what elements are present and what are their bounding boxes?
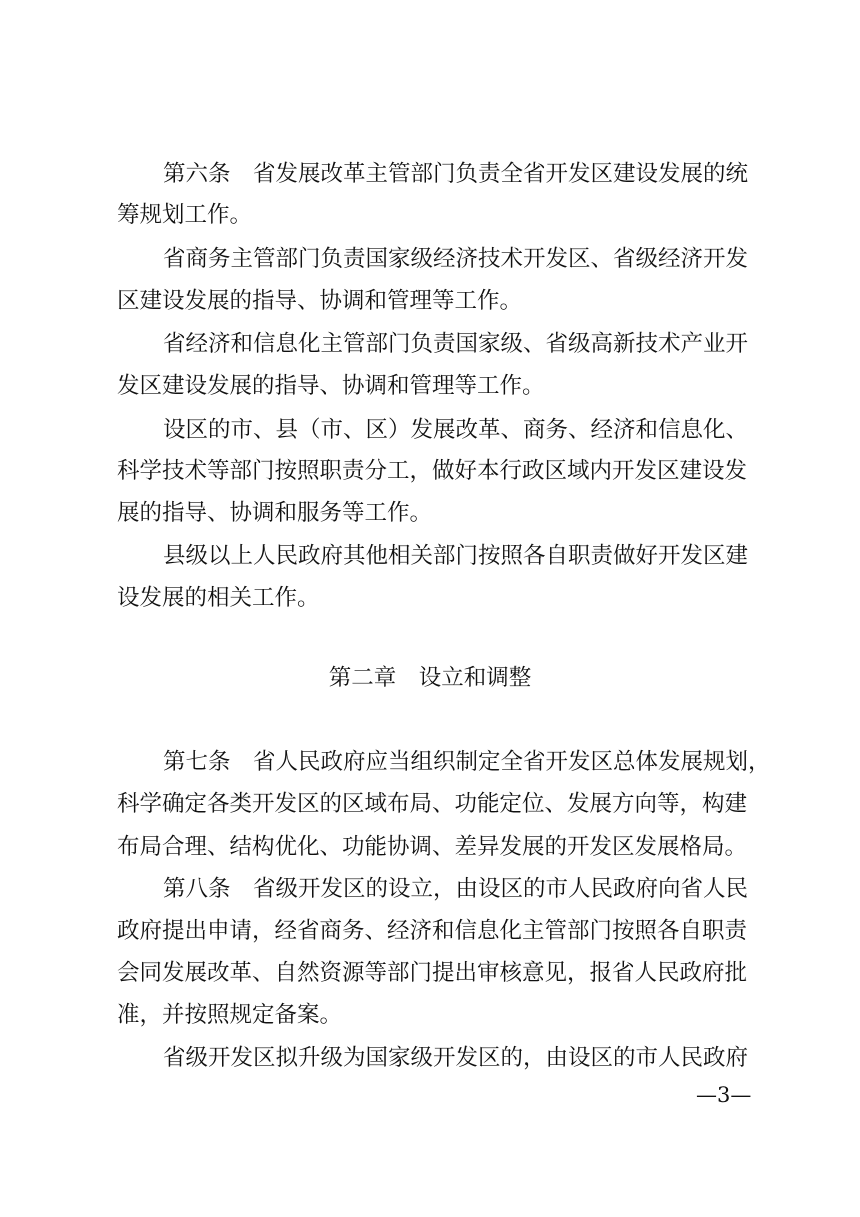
text-line: 科学确定各类开发区的区域布局、功能定位、发展方向等，构建 [117, 791, 748, 817]
text-line: 发区建设发展的指导、协调和管理等工作。 [117, 373, 545, 399]
text-line: 县级以上人民政府其他相关部门按照各自职责做好开发区建 [163, 543, 749, 569]
text-line: 省商务主管部门负责国家级经济技术开发区、省级经济开发 [163, 246, 749, 272]
text-line: 筹规划工作。 [117, 202, 253, 228]
text-line: 展的指导、协调和服务等工作。 [117, 500, 433, 526]
text-line: 政府提出申请，经省商务、经济和信息化主管部门按照各自职责 [117, 918, 748, 944]
text-line: 准，并按照规定备案。 [117, 1002, 343, 1028]
text-line: 布局合理、结构优化、功能协调、差异发展的开发区发展格局。 [117, 834, 748, 860]
text-line: 设发展的相关工作。 [117, 585, 320, 611]
page-number: —3— [696, 1083, 752, 1107]
text-line: 设区的市、县（市、区）发展改革、商务、经济和信息化、 [163, 417, 749, 443]
text-line: 区建设发展的指导、协调和管理等工作。 [117, 288, 523, 314]
text-line: 第六条 省发展改革主管部门负责全省开发区建设发展的统 [163, 161, 749, 187]
text-line: 会同发展改革、自然资源等部门提出审核意见，报省人民政府批 [117, 960, 748, 986]
chapter-heading: 第二章 设立和调整 [328, 665, 532, 691]
text-line: 科学技术等部门按照职责分工，做好本行政区域内开发区建设发 [117, 458, 748, 484]
text-line: 省经济和信息化主管部门负责国家级、省级高新技术产业开 [163, 331, 749, 357]
text-line: 省级开发区拟升级为国家级开发区的，由设区的市人民政府 [163, 1045, 749, 1071]
text-line: 第七条 省人民政府应当组织制定全省开发区总体发展规划， [163, 749, 771, 775]
text-line: 第八条 省级开发区的设立，由设区的市人民政府向省人民 [163, 876, 749, 902]
